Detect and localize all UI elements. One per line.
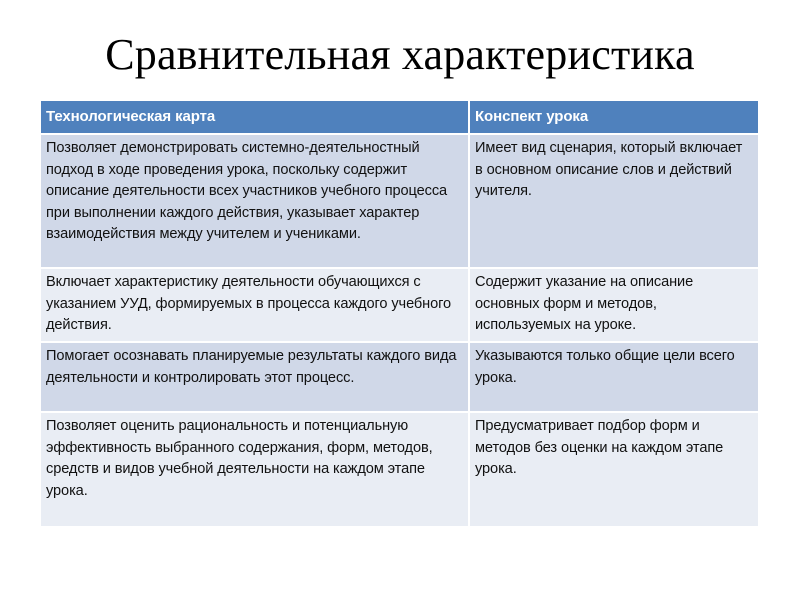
table-cell-lesson-outline: Указываются только общие цели всего урока. (470, 343, 758, 411)
table-cell-lesson-outline: Предусматривает подбор форм и методов без оценки на каждом этапе урока. (470, 413, 758, 526)
table-cell-technological-map: Позволяет демонстрировать системно-деятельностный подход в ходе проведения урока, поскольку содержит описание деятельности всех участников учебного процесса при выполнении каждого действия, указывает характер взаимодействия между учителем и учениками. (41, 135, 468, 267)
header-technological-map: Технологическая карта (41, 101, 468, 133)
table-cell-lesson-outline: Имеет вид сценария, который включает в основном описание слов и действий учителя. (470, 135, 758, 267)
table-cell-lesson-outline: Содержит указание на описание основных форм и методов, используемых на уроке. (470, 269, 758, 341)
table-row (41, 135, 758, 267)
table-cell-technological-map: Позволяет оценить рациональность и потенциальную эффективность выбранного содержания, форм, методов, средств и видов учебной деятельности на каждом этапе урока. (41, 413, 468, 526)
table-row (41, 343, 758, 411)
table-row (41, 269, 758, 341)
table-row (41, 413, 758, 526)
table-cell-technological-map: Помогает осознавать планируемые результаты каждого вида деятельности и контролировать этот процесс. (41, 343, 468, 411)
table-cell-technological-map: Включает характеристику деятельности обучающихся с указанием УУД, формируемых в процесса каждого учебного действия. (41, 269, 468, 341)
header-lesson-outline: Конспект урока (470, 101, 758, 133)
comparison-table (41, 101, 758, 528)
table-header-row (41, 101, 758, 133)
slide-title: Сравнительная характеристика (105, 30, 695, 79)
